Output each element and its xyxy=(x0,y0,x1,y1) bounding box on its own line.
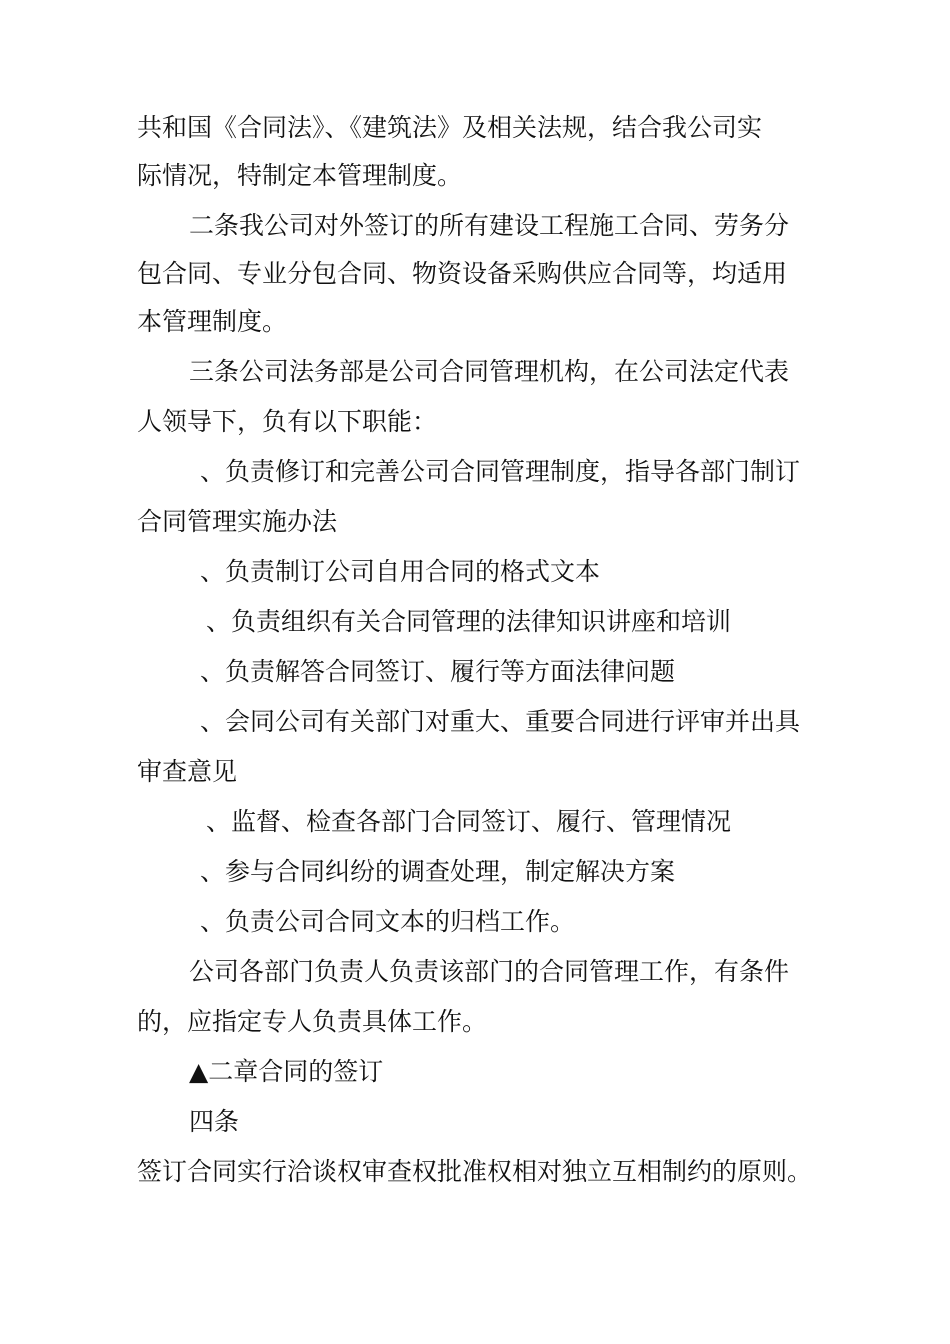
text-line: 的，应指定专人负责具体工作。 xyxy=(137,1007,488,1036)
list-item: 、负责解答合同签订、履行等方面法律问题 xyxy=(200,657,676,686)
text-line: 公司各部门负责人负责该部门的合同管理工作，有条件 xyxy=(189,957,790,986)
text-line: 际情况，特制定本管理制度。 xyxy=(137,161,463,190)
text-line: 签订合同实行洽谈权审查权批准权相对独立互相制约的原则。 xyxy=(137,1157,813,1186)
text-line: 审查意见 xyxy=(137,757,238,786)
list-item: 、负责制订公司自用合同的格式文本 xyxy=(200,557,601,586)
list-item: 、负责公司合同文本的归档工作。 xyxy=(200,907,576,936)
list-item: 、负责修订和完善公司合同管理制度，指导各部门制订 xyxy=(200,457,801,486)
text-line: 二条我公司对外签订的所有建设工程施工合同、劳务分 xyxy=(189,211,790,240)
text-line: 共和国《合同法》、《建筑法》及相关法规，结合我公司实 xyxy=(137,113,763,142)
text-line: 人领导下，负有以下职能： xyxy=(137,407,438,436)
text-line: 三条公司法务部是公司合同管理机构，在公司法定代表 xyxy=(189,357,790,386)
list-item: 、会同公司有关部门对重大、重要合同进行评审并出具 xyxy=(200,707,801,736)
list-item: 、监督、检查各部门合同签订、履行、管理情况 xyxy=(206,807,732,836)
text-line: 合同管理实施办法 xyxy=(137,507,338,536)
article-heading: 四条 xyxy=(189,1107,240,1136)
chapter-heading: ▲二章合同的签订 xyxy=(189,1057,384,1086)
list-item: 、负责组织有关合同管理的法律知识讲座和培训 xyxy=(206,607,732,636)
text-line: 本管理制度。 xyxy=(137,307,288,336)
text-line: 包合同、专业分包合同、物资设备采购供应合同等，均适用 xyxy=(137,259,788,288)
list-item: 、参与合同纠纷的调查处理，制定解决方案 xyxy=(200,857,676,886)
